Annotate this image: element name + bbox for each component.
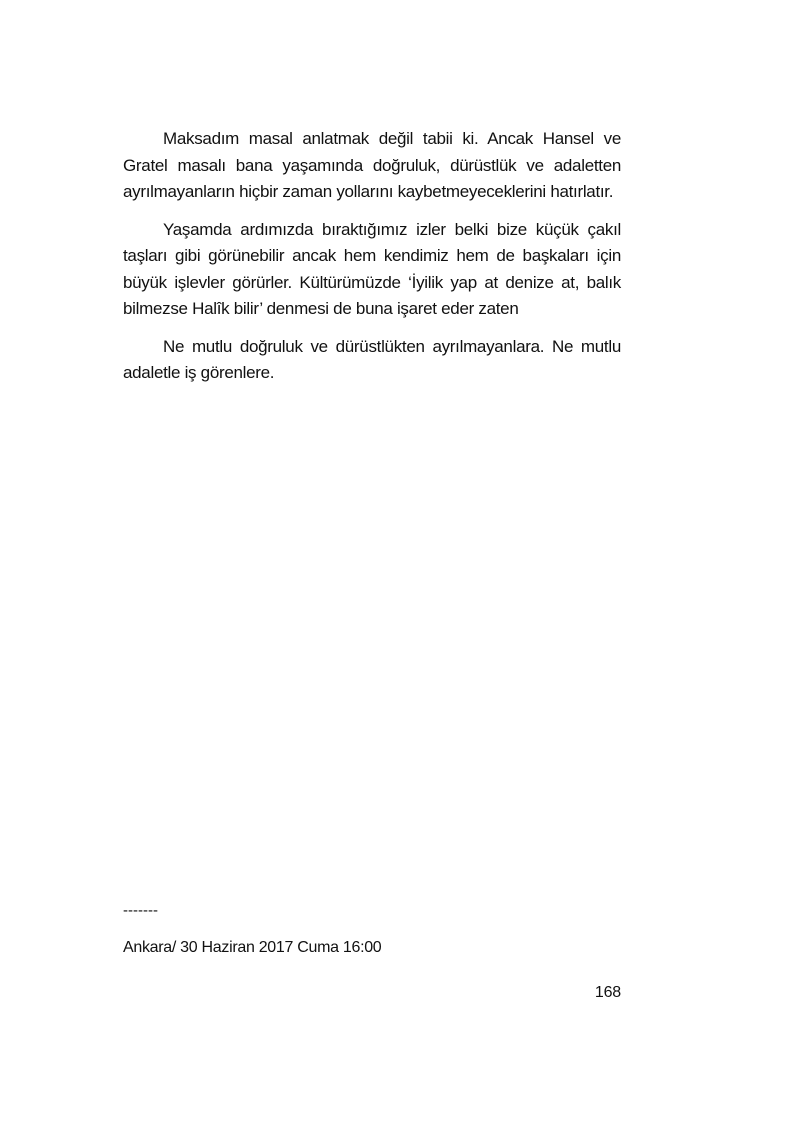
paragraph-3: Ne mutlu doğruluk ve dürüstlükten ayrılmayanlara. Ne mutlu adaletle iş görenlere. <box>123 336 621 382</box>
paragraph-1: Maksadım masal anlatmak değil tabii ki. Ancak Hansel ve Gratel masalı bana yaşamında doğruluk, dürüstlük ve adaletten ayrılmayanların hiçbir zaman yollarını kaybetmeyeceklerini hatırlatır. <box>123 129 621 201</box>
date-signature: Ankara/ 30 Haziran 2017 Cuma 16:00 <box>123 939 382 956</box>
article-body <box>123 126 621 398</box>
paragraph-2: Yaşamda ardımızda bıraktığımız izler belki bize küçük çakıl taşları gibi görünebilir ancak hem kendimiz hem de başkaları için büyük işlevler görürler. Kültürümüzde ‘İyilik yap at denize at, balık bilmezse Halîk bilir’ denmesi de buna işaret eder zaten <box>123 219 621 318</box>
page-number: 168 <box>594 984 621 1001</box>
footer-separator: ------- <box>123 902 158 919</box>
